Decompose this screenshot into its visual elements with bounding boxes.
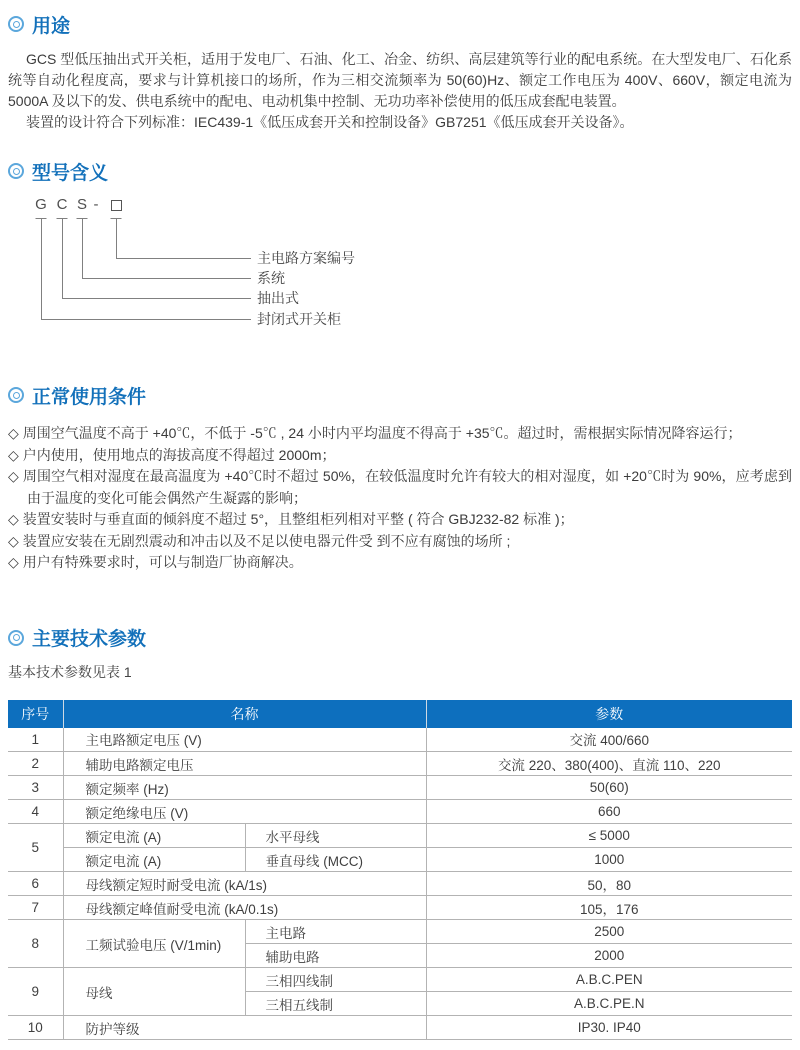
diamond-bullet-icon: ◇ [8, 511, 19, 527]
table-row [8, 968, 792, 992]
header-cell-no: 序号 [8, 700, 63, 728]
table-row [8, 752, 792, 776]
cell-no: 10 [8, 1016, 63, 1040]
double-ring-icon-inner [13, 21, 20, 28]
cell-name: 工频试验电压 (V/1min) [63, 920, 245, 968]
cell-value: 105，176 [426, 896, 792, 920]
cell-no: 8 [8, 920, 63, 968]
header-cell-name: 名称 [63, 700, 426, 728]
cell-subname: 垂直母线 (MCC) [245, 848, 426, 872]
table-row [8, 800, 792, 824]
section-heading-conditions [8, 384, 792, 406]
condition-item [8, 423, 792, 445]
diagram-connector-line [82, 278, 251, 279]
cell-subname: 主电路 [245, 920, 426, 944]
condition-text: 周围空气温度不高于 +40℃，不低于 -5℃ , 24 小时内平均温度不得高于 +35℃。超过时，需根据实际情况降容运行； [22, 425, 742, 441]
cell-subname: 辅助电路 [245, 944, 426, 968]
cell-value: IP30. IP40 [426, 1016, 792, 1040]
diagram-label-drawout: 抽出式 [257, 290, 299, 306]
cell-name: 额定电流 (A) [63, 824, 245, 848]
diagram-stem-line [62, 219, 63, 298]
section-heading-parameters [8, 627, 792, 649]
table-row [8, 824, 792, 848]
condition-item [8, 531, 792, 553]
table-row [8, 776, 792, 800]
cell-value: 50，80 [426, 872, 792, 896]
double-ring-icon-inner [13, 634, 20, 641]
model-char-c: C [56, 196, 68, 213]
cell-no: 4 [8, 800, 63, 824]
diamond-bullet-icon: ◇ [8, 532, 19, 549]
section-heading-model [8, 160, 792, 182]
table-row [8, 848, 792, 872]
condition-text: 周围空气相对湿度在最高温度为 +40℃时不超过 50%，在较低温度时允许有较大的相对湿度，如 +20℃时为 90%，应考虑到由于温度的变化可能会偶然产生凝露的影响； [22, 468, 792, 506]
model-code-diagram [8, 195, 792, 345]
condition-text: 装置安装时与垂直面的倾斜度不超过 5°，且整组柜列相对平整 ( 符合 GBJ232-82 标准 )； [22, 511, 574, 527]
condition-text: 户内使用，使用地点的海拔高度不得超过 2000m； [22, 446, 336, 463]
cell-value: 1000 [426, 848, 792, 872]
cell-name: 额定电流 (A) [63, 848, 245, 872]
condition-item [8, 552, 792, 574]
conditions-title: 正常使用条件 [32, 386, 147, 408]
diamond-bullet-icon: ◇ [8, 554, 19, 570]
cell-value: A.B.C.PE.N [426, 992, 792, 1016]
cell-subname: 三相四线制 [245, 968, 426, 992]
table-row [8, 896, 792, 920]
cell-value: 2000 [426, 944, 792, 968]
double-ring-icon-inner [13, 168, 20, 175]
diagram-stem-line [41, 219, 42, 319]
purpose-paragraph: GCS 型低压抽出式开关柜，适用于发电厂、石油、化工、冶金、纺织、高层建筑等行业的配电系统。在大型发电厂、石化系统等自动化程度高，要求与计算机接口的场所，作为三相交流频率为 50(60)Hz、额定工作电压为 400V、660V，额定电流为 5000A 及以下的发、供电系统中的配电、电动机集中控制、无功功率补偿使用的低压成套配电装置。 [8, 51, 792, 109]
cell-name: 额定绝缘电压 (V) [63, 800, 426, 824]
section-heading-purpose [8, 13, 792, 35]
model-char-s: S [76, 196, 88, 213]
diagram-label-scheme-number: 主电路方案编号 [257, 250, 355, 266]
condition-text: 用户有特殊要求时，可以与制造厂协商解决。 [22, 554, 303, 570]
cell-value: 50(60) [426, 776, 792, 800]
diagram-connector-line [116, 258, 251, 259]
double-ring-icon [8, 16, 24, 32]
cell-no: 3 [8, 776, 63, 800]
cell-value: ≤ 5000 [426, 824, 792, 848]
cell-no: 5 [8, 824, 63, 872]
diagram-connector-line [41, 319, 251, 320]
cell-value: 交流 400/660 [426, 728, 792, 752]
diamond-bullet-icon: ◇ [8, 425, 19, 441]
model-placeholder-box [111, 200, 122, 211]
cell-no: 6 [8, 872, 63, 896]
diagram-stem-line [82, 219, 83, 278]
cell-name: 母线额定峰值耐受电流 (kA/0.1s) [63, 896, 426, 920]
cell-no: 9 [8, 968, 63, 1016]
table-row [8, 728, 792, 752]
cell-name: 防护等级 [63, 1016, 426, 1040]
diamond-bullet-icon: ◇ [8, 446, 19, 463]
cell-value: 2500 [426, 920, 792, 944]
cell-name: 辅助电路额定电压 [63, 752, 426, 776]
cell-value: 660 [426, 800, 792, 824]
condition-item [8, 466, 792, 509]
cell-no: 2 [8, 752, 63, 776]
diamond-bullet-icon: ◇ [8, 468, 19, 484]
table-row [8, 872, 792, 896]
table-intro-text: 基本技术参数见表 1 [8, 663, 132, 680]
model-char-hyphen: - [93, 196, 99, 213]
cell-subname: 水平母线 [245, 824, 426, 848]
purpose-title: 用途 [32, 15, 71, 37]
double-ring-icon [8, 387, 24, 403]
diagram-connector-line [62, 298, 251, 299]
cell-subname: 三相五线制 [245, 992, 426, 1016]
cell-value: A.B.C.PEN [426, 968, 792, 992]
cell-name: 额定频率 (Hz) [63, 776, 426, 800]
cell-name: 主电路额定电压 (V) [63, 728, 426, 752]
condition-text: 装置应安装在无剧烈震动和冲击以及不足以使电器元件受 到不应有腐蚀的场所 ; [22, 532, 511, 549]
cell-no: 1 [8, 728, 63, 752]
diagram-label-system: 系统 [257, 270, 285, 286]
purpose-standards-paragraph: 装置的设计符合下列标准：IEC439-1《低压成套开关和控制设备》GB7251《低压成套开关设备》。 [26, 114, 634, 130]
cell-name: 母线额定短时耐受电流 (kA/1s) [63, 872, 426, 896]
parameters-table [8, 700, 792, 1041]
model-char-g: G [35, 196, 47, 213]
condition-item [8, 445, 792, 467]
table-row [8, 920, 792, 944]
cell-name: 母线 [63, 968, 245, 1016]
model-title: 型号含义 [32, 162, 109, 184]
cell-no: 7 [8, 896, 63, 920]
header-cell-value: 参数 [426, 700, 792, 728]
parameters-title: 主要技术参数 [32, 629, 147, 650]
double-ring-icon [8, 630, 24, 646]
diagram-stem-line [116, 219, 117, 258]
condition-item [8, 509, 792, 531]
diagram-label-enclosed: 封闭式开关柜 [257, 311, 341, 327]
double-ring-icon [8, 163, 24, 179]
table-row [8, 1016, 792, 1040]
conditions-list [8, 423, 792, 574]
table-header-row [8, 700, 792, 728]
double-ring-icon-inner [13, 392, 20, 399]
cell-value: 交流 220、380(400)、直流 110、220 [426, 752, 792, 776]
purpose-text-block [8, 49, 792, 133]
